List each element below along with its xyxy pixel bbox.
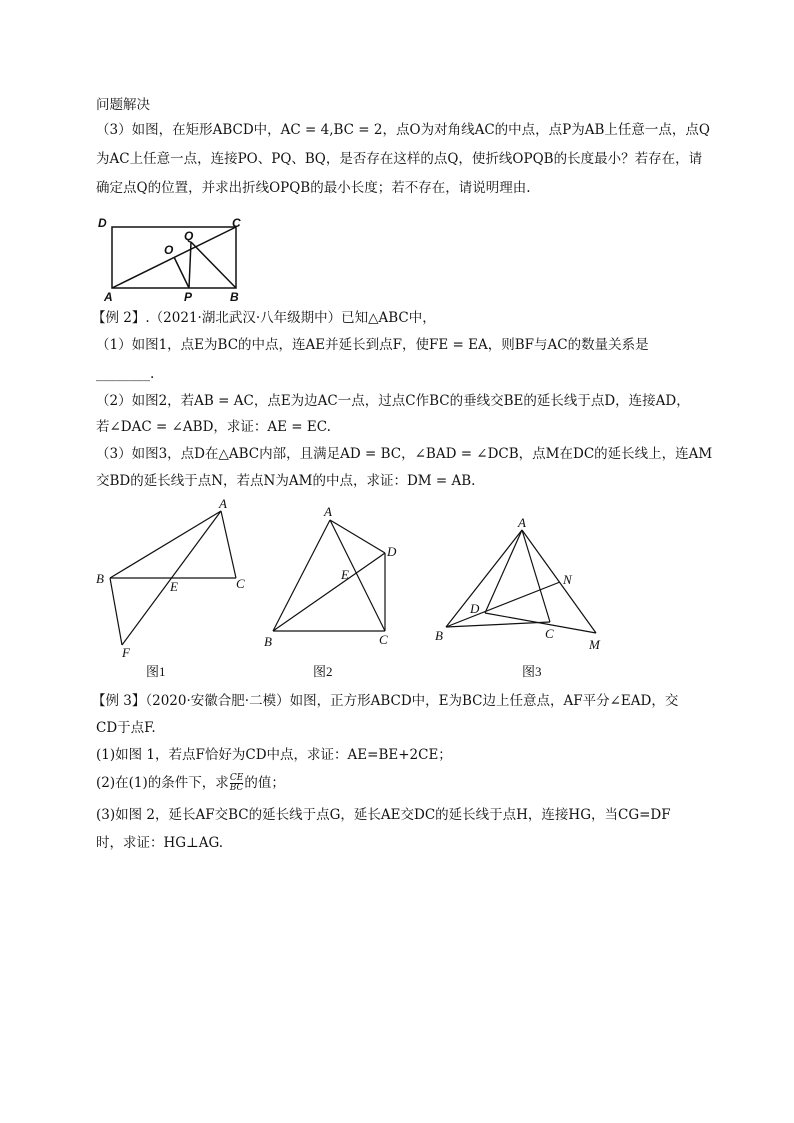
figure-3-caption: 图3: [522, 664, 542, 679]
segment-ab: [110, 511, 221, 578]
label-b: B: [230, 290, 239, 304]
label-q: Q: [184, 229, 194, 243]
segment-ab: [273, 520, 330, 631]
example-3-part-3-line-1: (3)如图 2，延长AF交BC的延长线于点G，延长AE交DC的延长线于点H，连接HG，当CG=DF: [96, 807, 671, 823]
example-2-part-2-line-1: （2）如图2，若AB = AC，点E为边AC一点，过点C作BC的垂线交BE的延长线于点D，连接AD，: [96, 393, 690, 409]
label-c: C: [379, 632, 388, 647]
label-d: D: [387, 544, 397, 559]
segment-qb: [191, 242, 236, 288]
example-2-part-3-line-1: （3）如图3，点D在△ABC内部，且满足AD = BC，∠BAD = ∠DCB，点M在DC的延长线上，连AM: [96, 446, 713, 462]
section-title: 问题解决: [96, 97, 150, 113]
label-c: C: [232, 216, 241, 230]
segment-am: [522, 530, 596, 633]
label-f: F: [122, 645, 130, 660]
label-p: P: [184, 290, 193, 304]
figure-2-caption: 图2: [313, 664, 333, 679]
segment-dm: [485, 613, 596, 633]
figure-1-caption: 图1: [146, 664, 166, 679]
segment-bf: [110, 578, 122, 645]
label-b: B: [264, 634, 272, 649]
fraction-denominator: BC: [229, 783, 244, 793]
question-3-line-3: 确定点Q的位置，并求出折线OPQB的最小长度；若不存在，请说明理由.: [96, 180, 531, 196]
label-c: C: [545, 626, 554, 641]
label-a: A: [518, 515, 526, 530]
label-a: A: [324, 504, 332, 519]
segment-ac: [221, 511, 236, 578]
example-3-part-2: [96, 774, 285, 793]
label-e: E: [170, 579, 178, 594]
segment-pq: [189, 242, 191, 288]
figure-3: [430, 510, 620, 685]
label-b: B: [435, 628, 443, 643]
label-e: E: [341, 567, 349, 582]
example-2-heading: 【例 2】.（2021·湖北武汉·八年级期中）已知△ABC中，: [92, 310, 436, 326]
label-m: M: [589, 637, 600, 652]
segment-bd: [273, 553, 385, 631]
example-3-line-2: CD于点F.: [96, 720, 156, 736]
segment-ac: [522, 530, 550, 622]
fraction: [230, 774, 244, 793]
example-3-part-3-line-2: 时，求证：HG⊥AG.: [96, 835, 224, 851]
example-2-part-2-line-2: 若∠DAC = ∠ABD，求证：AE = EC.: [96, 419, 331, 435]
label-o: O: [164, 243, 174, 257]
label-c: C: [236, 576, 245, 591]
question-3-line-1: （3）如图，在矩形ABCD中，AC = 4,BC = 2，点O为对角线AC的中点，点P为AB上任意一点，点Q: [96, 122, 710, 138]
figure-1: [96, 495, 266, 685]
label-n: N: [563, 572, 572, 587]
rectangle-abcd-figure: [96, 208, 256, 308]
example-3-part-2-suffix: 的值；: [244, 775, 285, 791]
segment-op: [174, 257, 189, 288]
example-3-line-1: 【例 3】（2020·安徽合肥·二模）如图，正方形ABCD中，E为BC边上任意点，AF平分∠EAD，交: [92, 693, 679, 709]
example-2-part-3-line-2: 交BD的延长线于点N，若点N为AM的中点，求证：DM = AB.: [96, 473, 476, 489]
label-d: D: [470, 601, 480, 616]
figure-2: [260, 500, 410, 685]
label-a: A: [219, 496, 227, 511]
segment-bc: [446, 622, 550, 627]
example-3-part-1: (1)如图 1，若点F恰好为CD中点，求证：AE=BE+2CE；: [96, 747, 452, 763]
example-2-part-1-blank: ________.: [96, 366, 155, 382]
label-a: A: [104, 290, 113, 304]
fraction-numerator: CE: [229, 773, 244, 783]
label-b: B: [96, 571, 104, 586]
question-3-line-2: 为AC上任意一点，连接PO、PQ、BQ，是否存在这样的点Q，使折线OPQB的长度最小？若存在，请: [96, 151, 703, 167]
example-2-part-1: （1）如图1，点E为BC的中点，连AE并延长到点F，使FE = EA，则BF与AC的数量关系是: [96, 337, 649, 353]
label-d: D: [98, 216, 107, 230]
segment-ad: [485, 530, 522, 613]
example-3-part-2-prefix: (2)在(1)的条件下，求: [96, 775, 229, 791]
